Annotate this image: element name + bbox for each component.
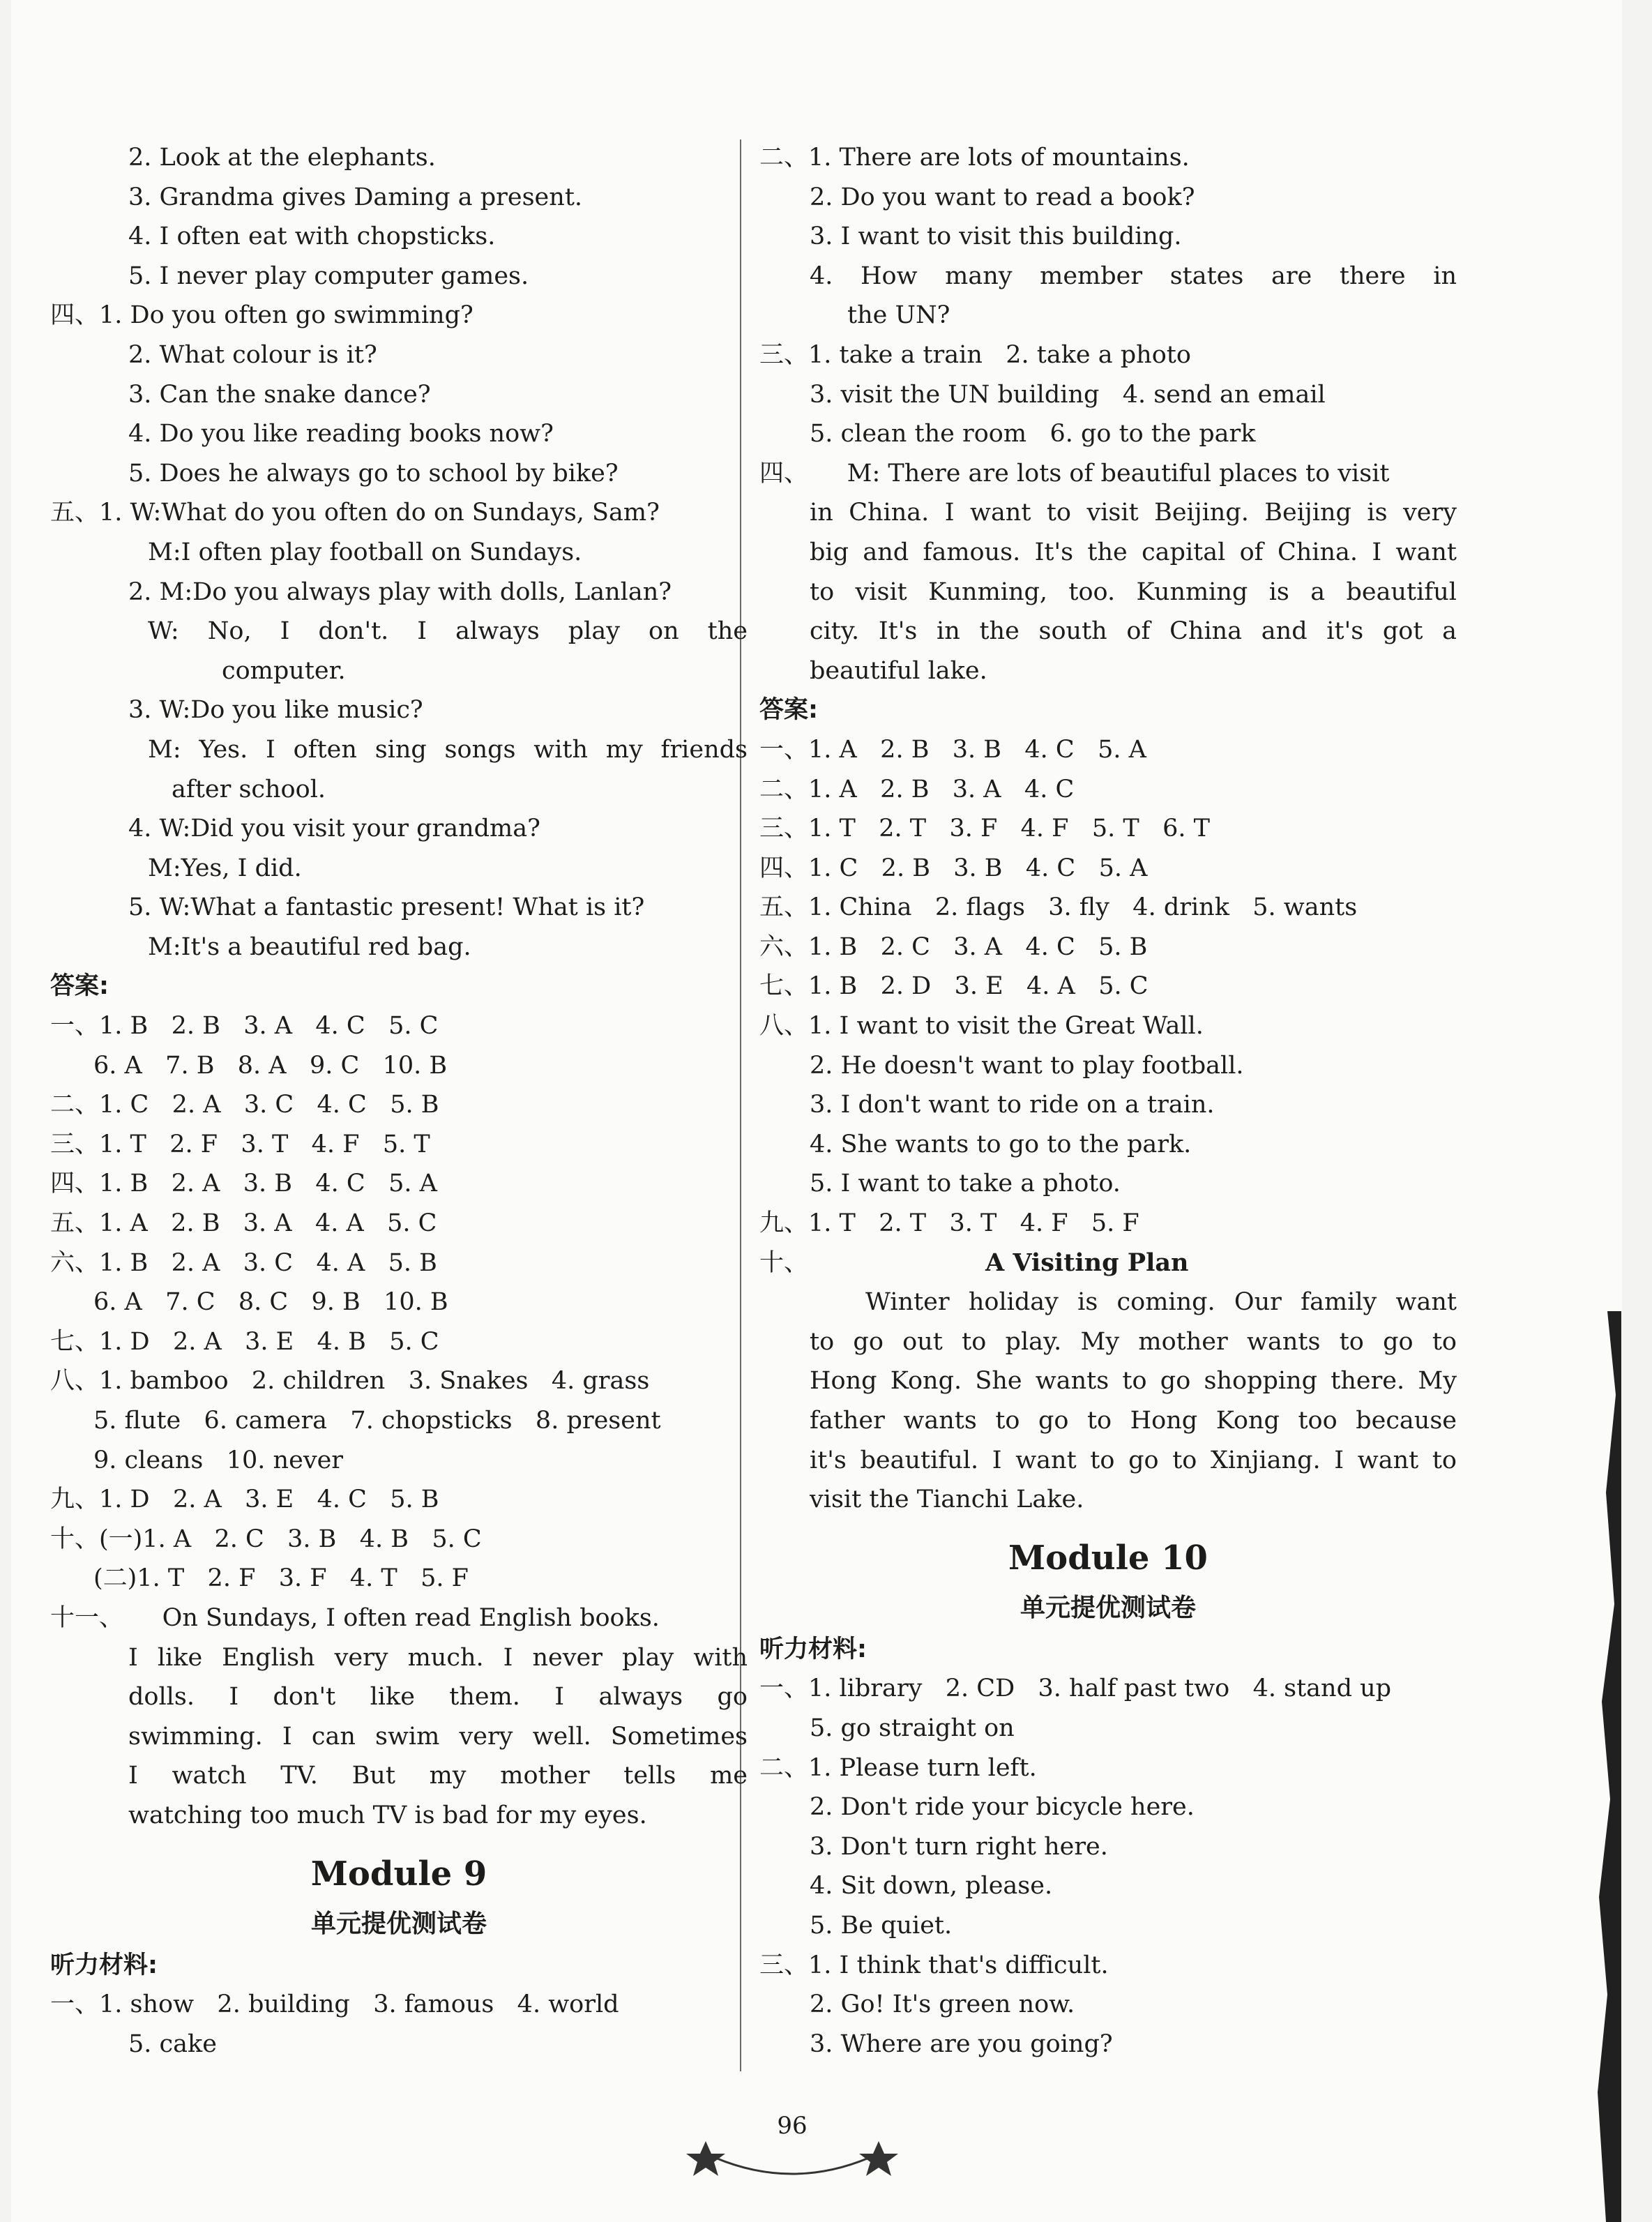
left-column [50,138,748,2064]
text-line: 一、1. library 2. CD 3. half past two 4. stand up [759,1675,1392,1703]
text-line: 3. Where are you going? [810,2030,1113,2058]
answer-line: 一、1. A 2. B 3. B 4. C 5. A [759,735,1146,764]
text-line: 5. Be quiet. [810,1911,953,1940]
page-sheet [11,0,1622,2222]
text-line: 3. Can the snake dance? [128,380,431,409]
text-line: in China. I want to visit Beijing. Beijing is very [810,499,1457,527]
text-line: 五、1. W:What do you often do on Sundays, Sam? [50,499,660,527]
text-line: 5. W:What a fantastic present! What is it? [128,893,645,922]
text-line: 3. visit the UN building 4. send an email [810,380,1326,409]
text-line: watching too much TV is bad for my eyes. [128,1801,647,1829]
answer-line: 五、1. A 2. B 3. A 4. A 5. C [50,1209,437,1238]
text-line: I watch TV. But my mother tells me [128,1762,748,1790]
answer-line: 六、1. B 2. C 3. A 4. C 5. B [759,932,1148,961]
text-line: 2. What colour is it? [128,340,377,369]
text-line: 四、 M: There are lots of beautiful places to visit [759,459,1390,488]
text-line: 四、1. Do you often go swimming? [50,301,473,330]
page-footer [667,2112,918,2189]
text-line: 三、1. take a train 2. take a photo [759,340,1191,369]
answer-line: 5. flute 6. camera 7. chopsticks 8. present [93,1407,661,1435]
text-line: father wants to go to Hong Kong too because [810,1407,1457,1435]
answer-line: 三、1. T 2. T 3. F 4. F 5. T 6. T [759,815,1210,843]
answer-line: 4. She wants to go to the park. [810,1130,1192,1158]
answers-label: 答案: [759,696,818,725]
text-line: 二、1. There are lots of mountains. [759,144,1190,172]
listening-label: 听力材料: [759,1635,867,1663]
answer-line: 5. I want to take a photo. [810,1170,1121,1198]
text-line: 3. Grandma gives Daming a present. [128,183,583,211]
text-line: 2. Look at the elephants. [128,144,436,172]
text-line: M:I often play football on Sundays. [148,538,582,566]
text-line: city. It's in the south of China and it's got a [810,617,1457,646]
module-heading: Module 10 [1008,1538,1208,1578]
answer-line: 八、1. I want to visit the Great Wall. [759,1012,1204,1041]
answer-line: 四、1. C 2. B 3. B 4. C 5. A [759,854,1148,882]
answer-line: 五、1. China 2. flags 3. fly 4. drink 5. wants [759,893,1358,922]
text-line: 4. I often eat with chopsticks. [128,222,496,251]
answer-line: 九、1. D 2. A 3. E 4. C 5. B [50,1486,439,1514]
text-line: to go out to play. My mother wants to go to [810,1327,1457,1356]
answer-line: 2. He doesn't want to play football. [810,1051,1244,1080]
answer-line: 八、1. bamboo 2. children 3. Snakes 4. grass [50,1367,650,1396]
answer-line: 一、1. B 2. B 3. A 4. C 5. C [50,1012,439,1041]
answer-line: 9. cleans 10. never [93,1446,344,1474]
text-line: big and famous. It's the capital of China. I want [810,538,1457,566]
text-line: 4. How many member states are there in [810,262,1457,290]
text-line: 5. clean the room 6. go to the park [810,420,1256,448]
text-line: 4. Sit down, please. [810,1872,1053,1900]
listening-label: 听力材料: [50,1951,158,1979]
text-line: I like English very much. I never play with [128,1643,748,1672]
text-line: 2. Go! It's green now. [810,1990,1075,2019]
text-line: after school. [172,775,326,803]
text-line: it's beautiful. I want to go to Xinjiang. I want to [810,1446,1457,1474]
answer-line: 七、1. D 2. A 3. E 4. B 5. C [50,1327,439,1356]
answer-line: 3. I don't want to ride on a train. [810,1091,1215,1119]
answers-label: 答案: [50,972,109,1001]
text-line: visit the Tianchi Lake. [810,1486,1084,1514]
essay-number: 十、 [759,1248,809,1277]
text-line: W: No, I don't. I always play on the [148,617,748,646]
text-line: M:Yes, I did. [148,854,302,882]
answer-line: 九、1. T 2. T 3. T 4. F 5. F [759,1209,1139,1238]
text-line: 4. W:Did you visit your grandma? [128,815,540,843]
text-line: M: Yes. I often sing songs with my friends [148,735,748,764]
text-line: 5. I never play computer games. [128,262,529,290]
torn-edge-shadow [1566,1311,1621,2222]
text-line: 5. Does he always go to school by bike? [128,459,619,488]
text-line: 4. Do you like reading books now? [128,420,554,448]
text-line: beautiful lake. [810,656,987,685]
text-line: to visit Kunming, too. Kunming is a beautiful [810,577,1457,606]
text-line: 2. Do you want to read a book? [810,183,1195,211]
text-line: swimming. I can swim very well. Sometimes [128,1722,748,1751]
text-line: 十一、 On Sundays, I often read English books. [50,1603,660,1632]
text-line: 5. go straight on [810,1714,1015,1742]
text-line: 3. Don't turn right here. [810,1832,1108,1861]
text-line: 5. cake [128,2030,217,2058]
text-line: the UN? [847,301,950,330]
answer-line: 二、1. A 2. B 3. A 4. C [759,775,1075,803]
text-line: Hong Kong. She wants to go shopping there. My [810,1367,1457,1396]
text-line: 2. Don't ride your bicycle here. [810,1793,1195,1822]
text-line: dolls. I don't like them. I always go [128,1683,748,1711]
page-number: 96 [777,2112,808,2140]
answer-line: 6. A 7. C 8. C 9. B 10. B [93,1288,448,1317]
text-line: Winter holiday is coming. Our family want [865,1288,1457,1317]
answer-line: 十、(一)1. A 2. C 3. B 4. B 5. C [50,1525,482,1553]
essay-title-row [759,1244,1457,1283]
essay-title: A Visiting Plan [985,1248,1189,1277]
module-heading: Module 9 [310,1854,487,1894]
answer-line: 6. A 7. B 8. A 9. C 10. B [93,1051,448,1080]
answer-line: 六、1. B 2. A 3. C 4. A 5. B [50,1248,437,1277]
right-column [759,138,1457,2064]
answer-line: 二、1. C 2. A 3. C 4. C 5. B [50,1091,439,1119]
text-line: M:It's a beautiful red bag. [148,932,471,961]
answer-line: 四、1. B 2. A 3. B 4. C 5. A [50,1170,437,1198]
answer-line: (二)1. T 2. F 3. F 4. T 5. F [93,1564,469,1593]
section-subtitle: 单元提优测试卷 [1020,1593,1196,1622]
text-line: 3. W:Do you like music? [128,696,423,725]
answer-line: 七、1. B 2. D 3. E 4. A 5. C [759,972,1149,1001]
answer-line: 三、1. T 2. F 3. T 4. F 5. T [50,1130,430,1158]
text-line: 一、1. show 2. building 3. famous 4. world [50,1990,619,2019]
text-line: 3. I want to visit this building. [810,222,1182,251]
section-subtitle: 单元提优测试卷 [310,1909,487,1938]
text-line: 2. M:Do you always play with dolls, Lanlan? [128,577,672,606]
text-line: 三、1. I think that's difficult. [759,1951,1109,1979]
text-line: computer. [222,656,346,685]
text-line: 二、1. Please turn left. [759,1753,1037,1782]
